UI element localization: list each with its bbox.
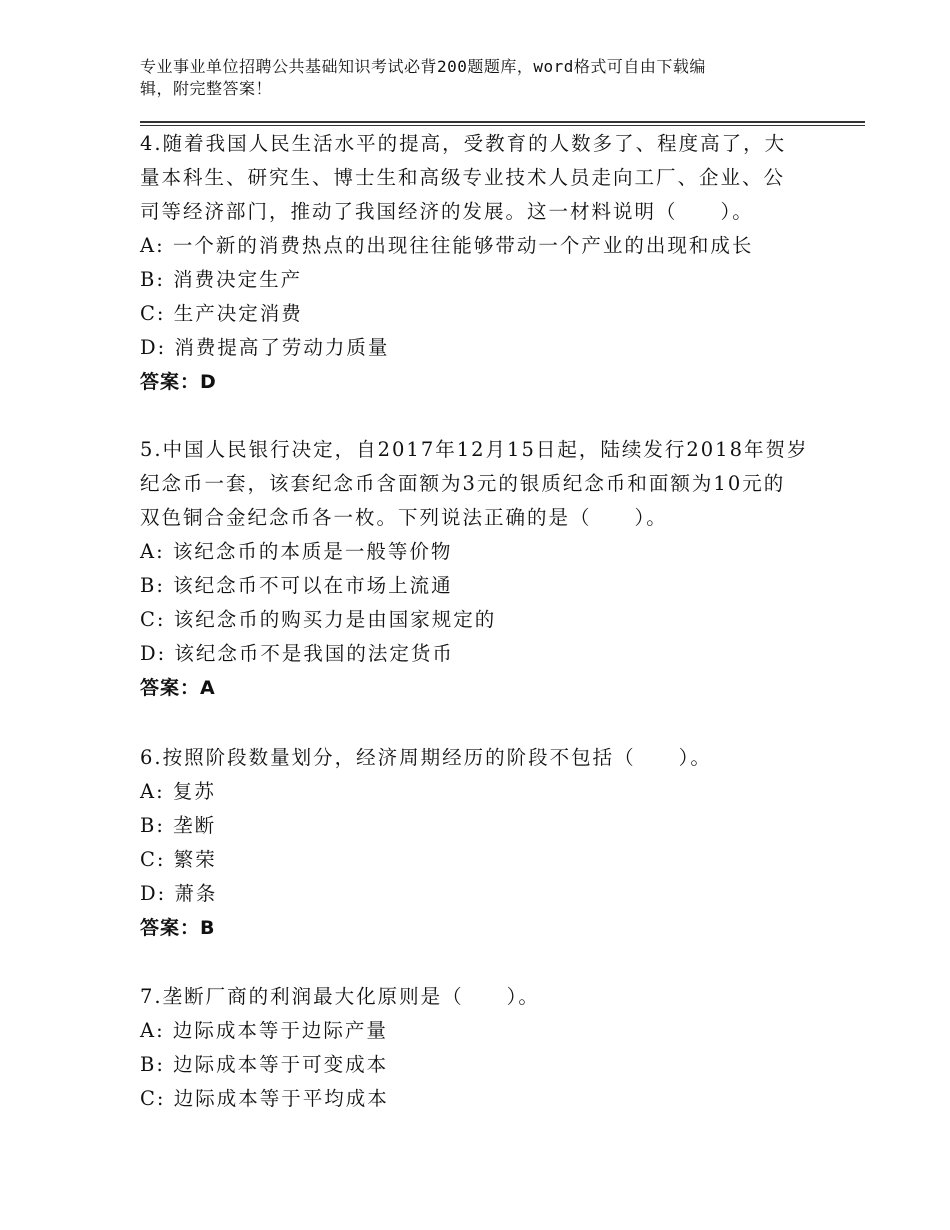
header-line-1: 专业事业单位招聘公共基础知识考试必背200题题库，word格式可自由下载编 (140, 57, 706, 76)
question-7 (140, 980, 810, 1116)
option-b: B: 该纪念币不可以在市场上流通 (140, 574, 453, 597)
option-b: B: 垄断 (140, 814, 217, 837)
question-stem (140, 741, 810, 775)
question-5 (140, 433, 810, 705)
option-c: C: 生产决定消费 (140, 302, 303, 325)
header-rule-thin (140, 125, 865, 126)
question-stem-line: 司等经济部门，推动了我国经济的发展。这一材料说明（ ）。 (140, 200, 754, 223)
question-stem-line: 5.中国人民银行决定，自2017年12月15日起，陆续发行2018年贺岁 (140, 438, 809, 461)
document-header (140, 56, 800, 100)
option-a: A: 一个新的消费热点的出现往往能够带动一个产业的出现和成长 (140, 234, 754, 257)
question-stem (140, 433, 810, 535)
option-a: A: 复苏 (140, 780, 216, 803)
answer: 答案：B (140, 917, 216, 939)
header-line-2: 辑，附完整答案！ (140, 79, 273, 98)
option-d: D: 消费提高了劳动力质量 (140, 336, 390, 359)
option-b: B: 边际成本等于可变成本 (140, 1053, 389, 1076)
question-stem-line: 双色铜合金纪念币各一枚。下列说法正确的是（ ）。 (140, 506, 668, 529)
header-rule-thick (140, 121, 865, 123)
question-stem-line: 4.随着我国人民生活水平的提高，受教育的人数多了、程度高了，大 (140, 132, 787, 155)
option-b: B: 消费决定生产 (140, 268, 303, 291)
question-stem-line: 7.垄断厂商的利润最大化原则是（ ）。 (140, 985, 540, 1008)
option-d: D: 萧条 (140, 882, 218, 905)
question-stem (140, 127, 810, 229)
option-a: A: 该纪念币的本质是一般等价物 (140, 540, 453, 563)
option-a: A: 边际成本等于边际产量 (140, 1019, 388, 1042)
option-c: C: 边际成本等于平均成本 (140, 1087, 389, 1110)
question-stem (140, 980, 810, 1014)
question-6 (140, 741, 810, 945)
option-c: C: 繁荣 (140, 848, 217, 871)
question-stem-line: 纪念币一套，该套纪念币含面额为3元的银质纪念币和面额为10元的 (140, 472, 786, 495)
option-d: D: 该纪念币不是我国的法定货币 (140, 642, 454, 665)
option-c: C: 该纪念币的购买力是由国家规定的 (140, 608, 497, 631)
question-stem-line: 量本科生、研究生、博士生和高级专业技术人员走向工厂、企业、公 (140, 166, 786, 189)
question-stem-line: 6.按照阶段数量划分，经济周期经历的阶段不包括（ ）。 (140, 746, 712, 769)
answer: 答案：D (140, 371, 217, 393)
question-4 (140, 127, 810, 399)
answer: 答案：A (140, 677, 216, 699)
